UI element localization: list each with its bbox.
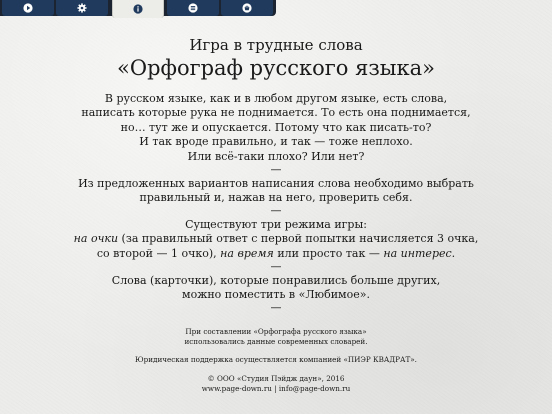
tab-play[interactable] <box>2 0 54 16</box>
modes-joiner: или просто так — <box>273 246 384 260</box>
sources-line: При составлении «Орфографа русского языка» <box>185 326 367 336</box>
separator-dash: — <box>270 260 282 274</box>
contacts-line: www.page-down.ru | info@page-down.ru <box>201 383 351 393</box>
gear-icon <box>77 3 87 13</box>
mode-points-description-end: со второй — 1 очко), <box>96 246 221 260</box>
intro-line: И так вроде правильно, и так — тоже неплохо. <box>139 135 413 149</box>
modes-heading: Существуют три режима игры: <box>185 217 367 231</box>
play-icon <box>23 3 33 13</box>
tab-info[interactable] <box>112 0 164 18</box>
basket-icon <box>242 3 252 13</box>
tab-shop[interactable] <box>221 0 273 16</box>
instructions-paragraph <box>60 177 492 206</box>
modes-end: . <box>451 246 456 260</box>
sources-note <box>60 327 492 347</box>
copyright-line: © ООО «Студия Пэйдж даун», 2016 <box>207 373 345 383</box>
page-title: «Орфограф русского языка» <box>117 56 435 80</box>
top-tab-bar <box>0 0 552 16</box>
list-icon <box>188 3 198 13</box>
info-icon <box>133 4 143 14</box>
separator-dash: — <box>270 301 282 315</box>
mode-points-description: (за правильный ответ с первой попытки начисляется 3 очка, <box>118 232 479 246</box>
intro-paragraph <box>60 92 492 164</box>
sources-line: использовались данные современных словарей. <box>184 336 368 346</box>
favorites-paragraph <box>60 274 492 303</box>
favorites-line: можно поместить в «Любимое». <box>182 287 370 301</box>
tab-list[interactable] <box>167 0 219 16</box>
separator-dash: — <box>270 163 282 177</box>
mode-interest: на интерес <box>383 246 452 260</box>
intro-line: В русском языке, как и в любом другом языке, есть слова, <box>104 92 448 105</box>
instructions-line: правильный и, нажав на него, проверить себя. <box>139 190 413 204</box>
tab-settings[interactable] <box>56 0 108 16</box>
intro-line: написать которые рука не поднимается. То есть она поднимается, <box>81 106 471 120</box>
favorites-line: Слова (карточки), которые понравились больше других, <box>111 273 441 287</box>
about-content <box>60 36 492 394</box>
modes-line <box>60 232 492 246</box>
intro-line: но… тут же и опускается. Потому что как писать-то? <box>120 120 432 134</box>
copyright-block <box>60 374 492 394</box>
mode-points: на очки <box>73 232 119 246</box>
separator-dash: — <box>270 204 282 218</box>
instructions-line: Из предложенных вариантов написания слова необходимо выбрать <box>78 176 474 190</box>
modes-line <box>60 247 492 261</box>
intro-line: Или всё-таки плохо? Или нет? <box>187 149 365 163</box>
mode-time: на время <box>220 246 274 260</box>
game-modes-paragraph <box>60 218 492 261</box>
legal-note: Юридическая поддержка осуществляется компанией «ПИЭР КВАДРАТ». <box>135 354 417 364</box>
page-subtitle: Игра в трудные слова <box>189 36 363 54</box>
